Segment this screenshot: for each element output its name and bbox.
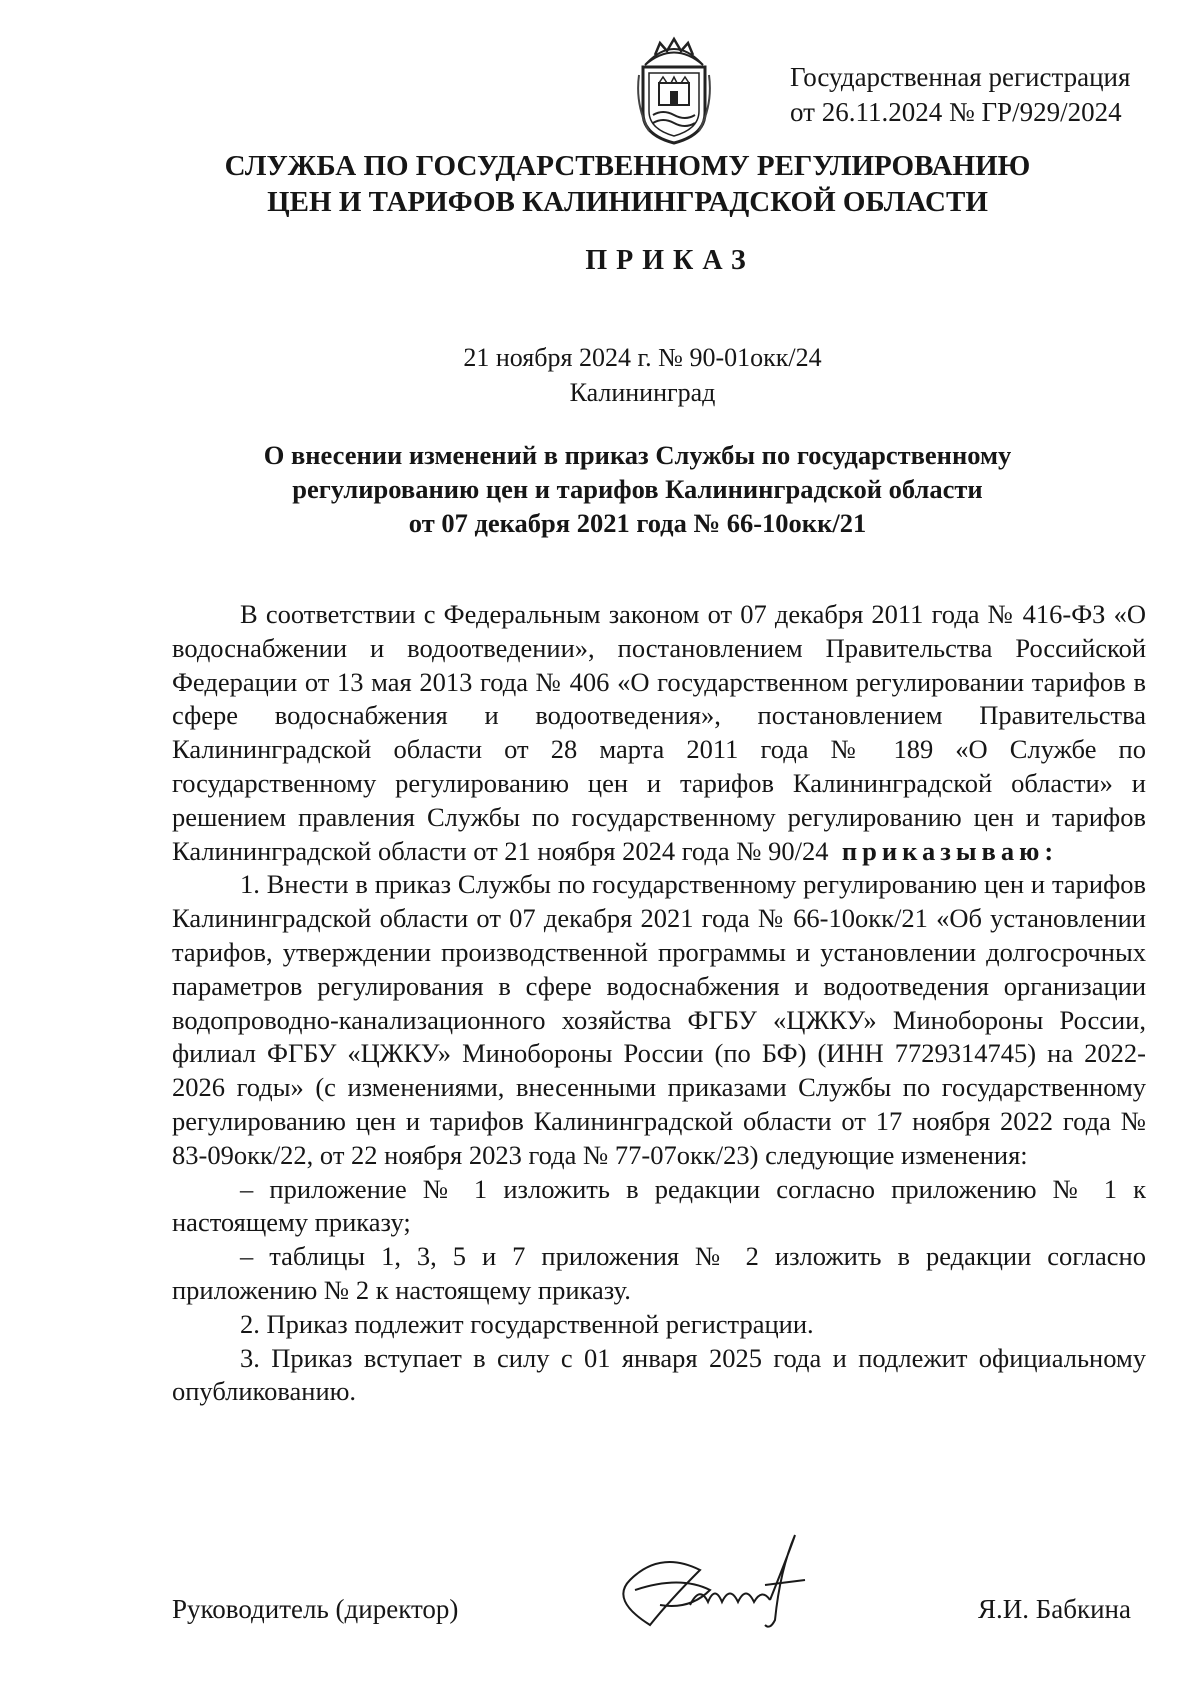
preamble-text: В соответствии с Федеральным законом от 07 декабря 2011 года № 416-ФЗ «О водоснабжении и водоотведении», постановлением Правительства Российской Федерации от 13 мая 2013 года № 406 «О государственном регулировании тарифов в сфере водоснабжения и водоотведения», постановлением Правительства Калининградской области от 28 марта 2011 года № 189 «О Службе по государственному регулированию цен и тарифов Калининградской области» и решением правления Службы по государственному регулированию цен и тарифов Калининградской области от 21 ноября 2024 года № 90/24	[172, 599, 1146, 866]
subject-line3: от 07 декабря 2021 года № 66-10окк/21	[408, 508, 867, 538]
dash-item-1: – приложение № 1 изложить в редакции согласно приложению № 1 к настоящему приказу;	[172, 1173, 1146, 1238]
document-body	[172, 598, 1146, 1409]
registration-line1: Государственная регистрация	[790, 62, 1131, 92]
order-word: приказываю:	[841, 835, 1059, 866]
organization-header	[0, 148, 1200, 220]
city: Калининград	[569, 378, 716, 407]
date-number: 21 ноября 2024 г. № 90-01окк/24	[463, 343, 822, 372]
registration-line2: от 26.11.2024 № ГР/929/2024	[790, 97, 1122, 127]
preamble-paragraph	[172, 598, 1146, 868]
document-type: ПРИКАЗ	[585, 245, 755, 276]
handwritten-signature	[590, 1530, 850, 1640]
signatory-name: Я.И. Бабкина	[978, 1594, 1131, 1624]
registration-stamp	[790, 60, 1130, 130]
item-3-paragraph: 3. Приказ вступает в силу с 01 января 2025 года и подлежит официальному опубликованию.	[172, 1342, 1146, 1407]
dash-item-2: – таблицы 1, 3, 5 и 7 приложения № 2 изложить в редакции согласно приложению № 2 к настоящему приказу.	[172, 1241, 1146, 1305]
signatory-position: Руководитель (директор)	[172, 1594, 459, 1624]
coat-of-arms-icon	[635, 35, 713, 147]
item-2-paragraph: 2. Приказ подлежит государственной регистрации.	[240, 1308, 814, 1339]
organization-line1: СЛУЖБА ПО ГОСУДАРСТВЕННОМУ РЕГУЛИРОВАНИЮ	[224, 150, 1031, 182]
organization-line2: ЦЕН И ТАРИФОВ КАЛИНИНГРАДСКОЙ ОБЛАСТИ	[267, 186, 988, 218]
date-place-block	[0, 340, 1200, 410]
subject-line2: регулированию цен и тарифов Калининградской области	[292, 474, 983, 504]
item-1-paragraph: 1. Внести в приказ Службы по государственному регулированию цен и тарифов Калининградской области от 07 декабря 2021 года № 66-10окк/21 «Об установлении тарифов, утверждении производственной программы и установлении долгосрочных параметров регулирования в сфере водоснабжения и водоотведения организации водопроводно-канализационного хозяйства ФГБУ «ЦЖКУ» Минобороны России, филиал ФГБУ «ЦЖКУ» Минобороны России (по БФ) (ИНН 7729314745) на 2022-2026 годы» (с изменениями, внесенными приказами Службы по государственному регулированию цен и тарифов Калининградской области от 17 ноября 2022 года № 83-09окк/22, от 22 ноября 2023 года № 77-07окк/23) следующие изменения:	[172, 869, 1146, 1170]
subject-line1: О внесении изменений в приказ Службы по государственному	[263, 440, 1012, 470]
document-subject	[0, 438, 1200, 540]
